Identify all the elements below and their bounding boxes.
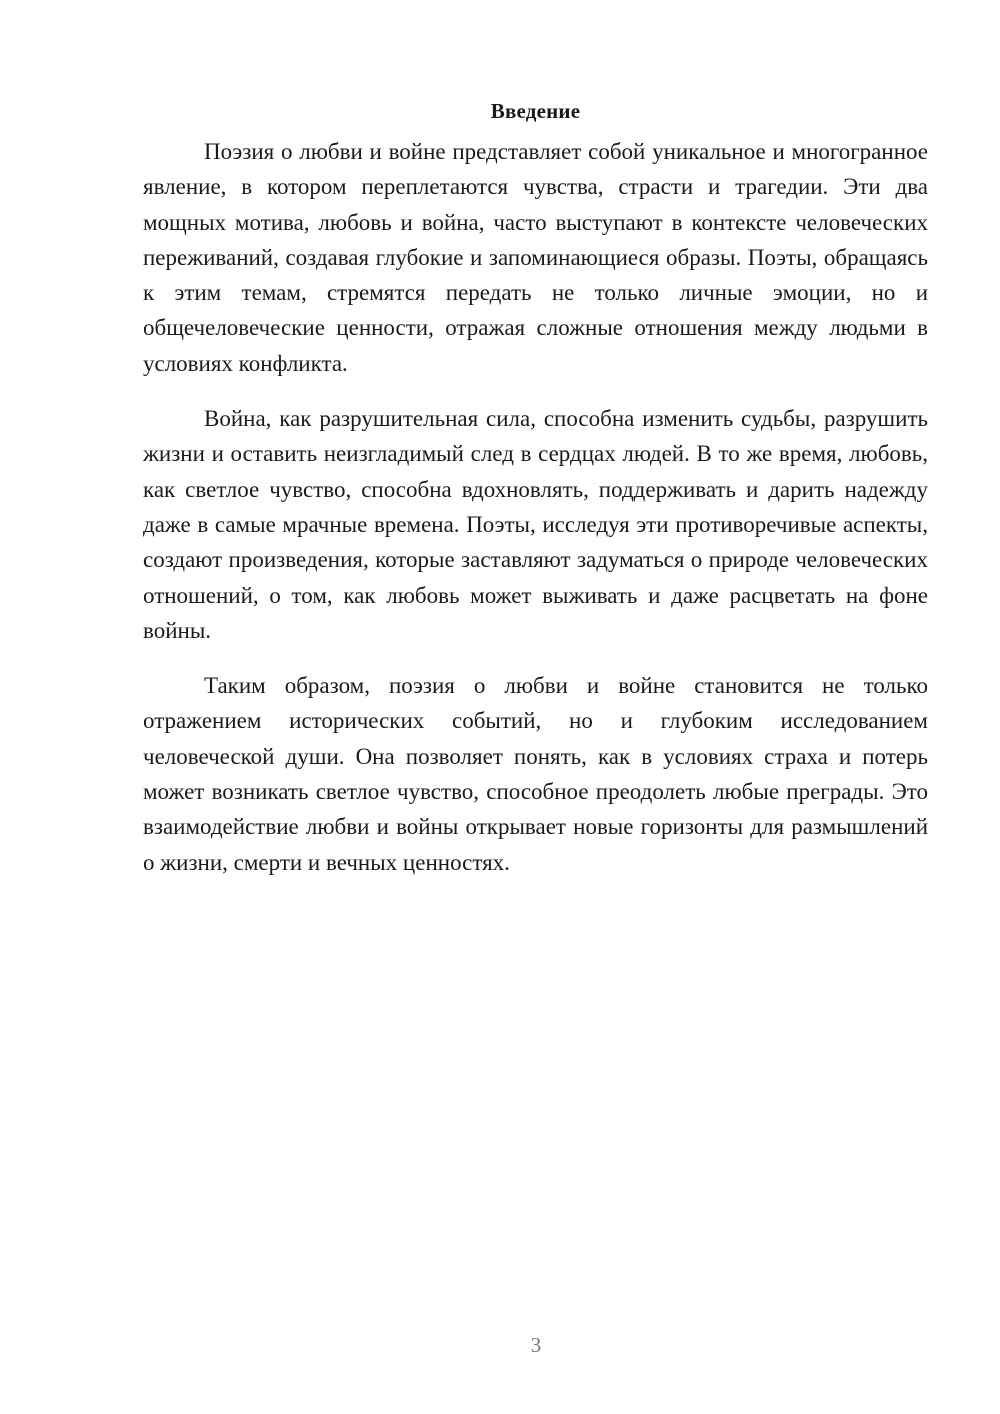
section-heading: Введение — [490, 99, 581, 123]
page-content — [143, 96, 928, 900]
page-number: 3 — [530, 1333, 542, 1357]
paragraph-3: Таким образом, поэзия о любви и войне становится не только отражением исторических событий, но и глубоким исследованием человеческой души. Она позволяет понять, как в условиях страха и потерь может возникать светлое чувство, способное преодолеть любые преграды. Это взаимодействие любви и войны открывает новые горизонты для размышлений о жизни, смерти и вечных ценностях. — [143, 673, 928, 875]
paragraph-2: Война, как разрушительная сила, способна изменить судьбы, разрушить жизни и оставить неизгладимый след в сердцах людей. В то же время, любовь, как светлое чувство, способна вдохновлять, поддерживать и дарить надежду даже в самые мрачные времена. Поэты, исследуя эти противоречивые аспекты, создают произведения, которые заставляют задуматься о природе человеческих отношений, о том, как любовь может выживать и даже расцветать на фоне войны. — [143, 406, 928, 643]
paragraph-1: Поэзия о любви и войне представляет собой уникальное и многогранное явление, в котором переплетаются чувства, страсти и трагедии. Эти два мощных мотива, любовь и война, часто выступают в контексте человеческих переживаний, создавая глубокие и запоминающиеся образы. Поэты, обращаясь к этим темам, стремятся передать не только личные эмоции, но и общечеловеческие ценности, отражая сложные отношения между людьми в условиях конфликта. — [143, 139, 928, 376]
